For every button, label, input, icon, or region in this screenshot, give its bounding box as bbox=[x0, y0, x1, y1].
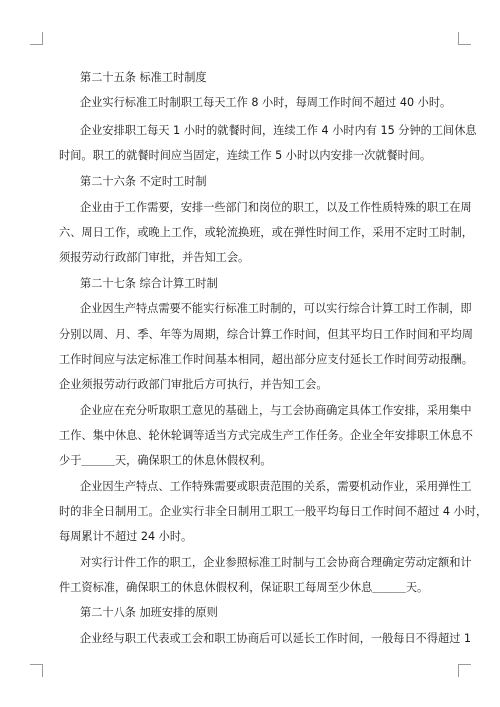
paragraph-line: 时的非全日制用工。企业实行非全日制用工职工一般平均每日工作时间不超过 4 小时， bbox=[59, 505, 488, 518]
paragraph-line: 企业应在充分听取职工意见的基础上，与工会协商确定具体工作安排，采用集中 bbox=[80, 404, 472, 417]
paragraph-line: 少于＿＿＿天，确保职工的休息休假权利。 bbox=[59, 454, 272, 467]
paragraph-line: 工作、集中休息、轮休轮调等适当方式完成生产工作任务。企业全年安排职工休息不 bbox=[59, 429, 473, 442]
paragraph-line: 时间。职工的就餐时间应当固定，连续工作 5 小时以内安排一次就餐时间。 bbox=[59, 149, 432, 162]
paragraph-line: 企业经与职工代表或工会和职工协商后可以延长工作时间，一般每日不得超过 1 bbox=[80, 632, 472, 645]
crop-mark-top-left bbox=[30, 32, 43, 45]
paragraph-line: 每周累计不超过 24 小时。 bbox=[59, 530, 193, 543]
paragraph-line: 件工资标准，确保职工的休息休假权利，保证职工每周至少休息＿＿＿天。 bbox=[59, 581, 429, 594]
crop-mark-bottom-right bbox=[458, 664, 471, 677]
article-26-heading: 第二十六条 不定时工时制 bbox=[80, 175, 207, 188]
paragraph-line: 分别以周、月、季、年等为周期，综合计算工作时间，但其平均日工作时间和平均周 bbox=[59, 328, 473, 341]
article-28-heading: 第二十八条 加班安排的原则 bbox=[80, 606, 218, 619]
paragraph-line: 企业由于工作需要，安排一些部门和岗位的职工，以及工作性质特殊的职工在周 bbox=[80, 201, 472, 214]
paragraph-line: 须报劳动行政部门审批，并告知工会。 bbox=[59, 251, 250, 264]
crop-mark-bottom-left bbox=[30, 664, 43, 677]
article-25-heading: 第二十五条 标准工时制度 bbox=[80, 71, 207, 84]
paragraph-line: 六、周日工作，或晚上工作，或轮流换班，或在弹性时间工作，采用不定时工时制， bbox=[59, 226, 473, 239]
paragraph-line: 企业安排职工每天 1 小时的就餐时间，连续工作 4 小时内有 15 分钟的工间休息 bbox=[80, 124, 477, 137]
paragraph-line: 企业实行标准工时制职工每天工作 8 小时，每周工作时间不超过 40 小时。 bbox=[80, 96, 452, 109]
paragraph-line: 企业因生产特点需要不能实行标准工时制的，可以实行综合计算工时工作制，即 bbox=[80, 302, 472, 315]
paragraph-line: 企业因生产特点、工作特殊需要或职责范围的关系，需要机动作业，采用弹性工 bbox=[80, 480, 472, 493]
paragraph-line: 工作时间应与法定标准工作时间基本相同，超出部分应支付延长工作时间劳动报酬。 bbox=[59, 353, 473, 366]
paragraph-line: 企业须报劳动行政部门审批后方可执行，并告知工会。 bbox=[59, 378, 328, 391]
paragraph-line: 对实行计件工作的职工，企业参照标准工时制与工会协商合理确定劳动定额和计 bbox=[80, 556, 472, 569]
article-27-heading: 第二十七条 综合计算工时制 bbox=[80, 277, 218, 290]
crop-mark-top-right bbox=[458, 32, 471, 45]
